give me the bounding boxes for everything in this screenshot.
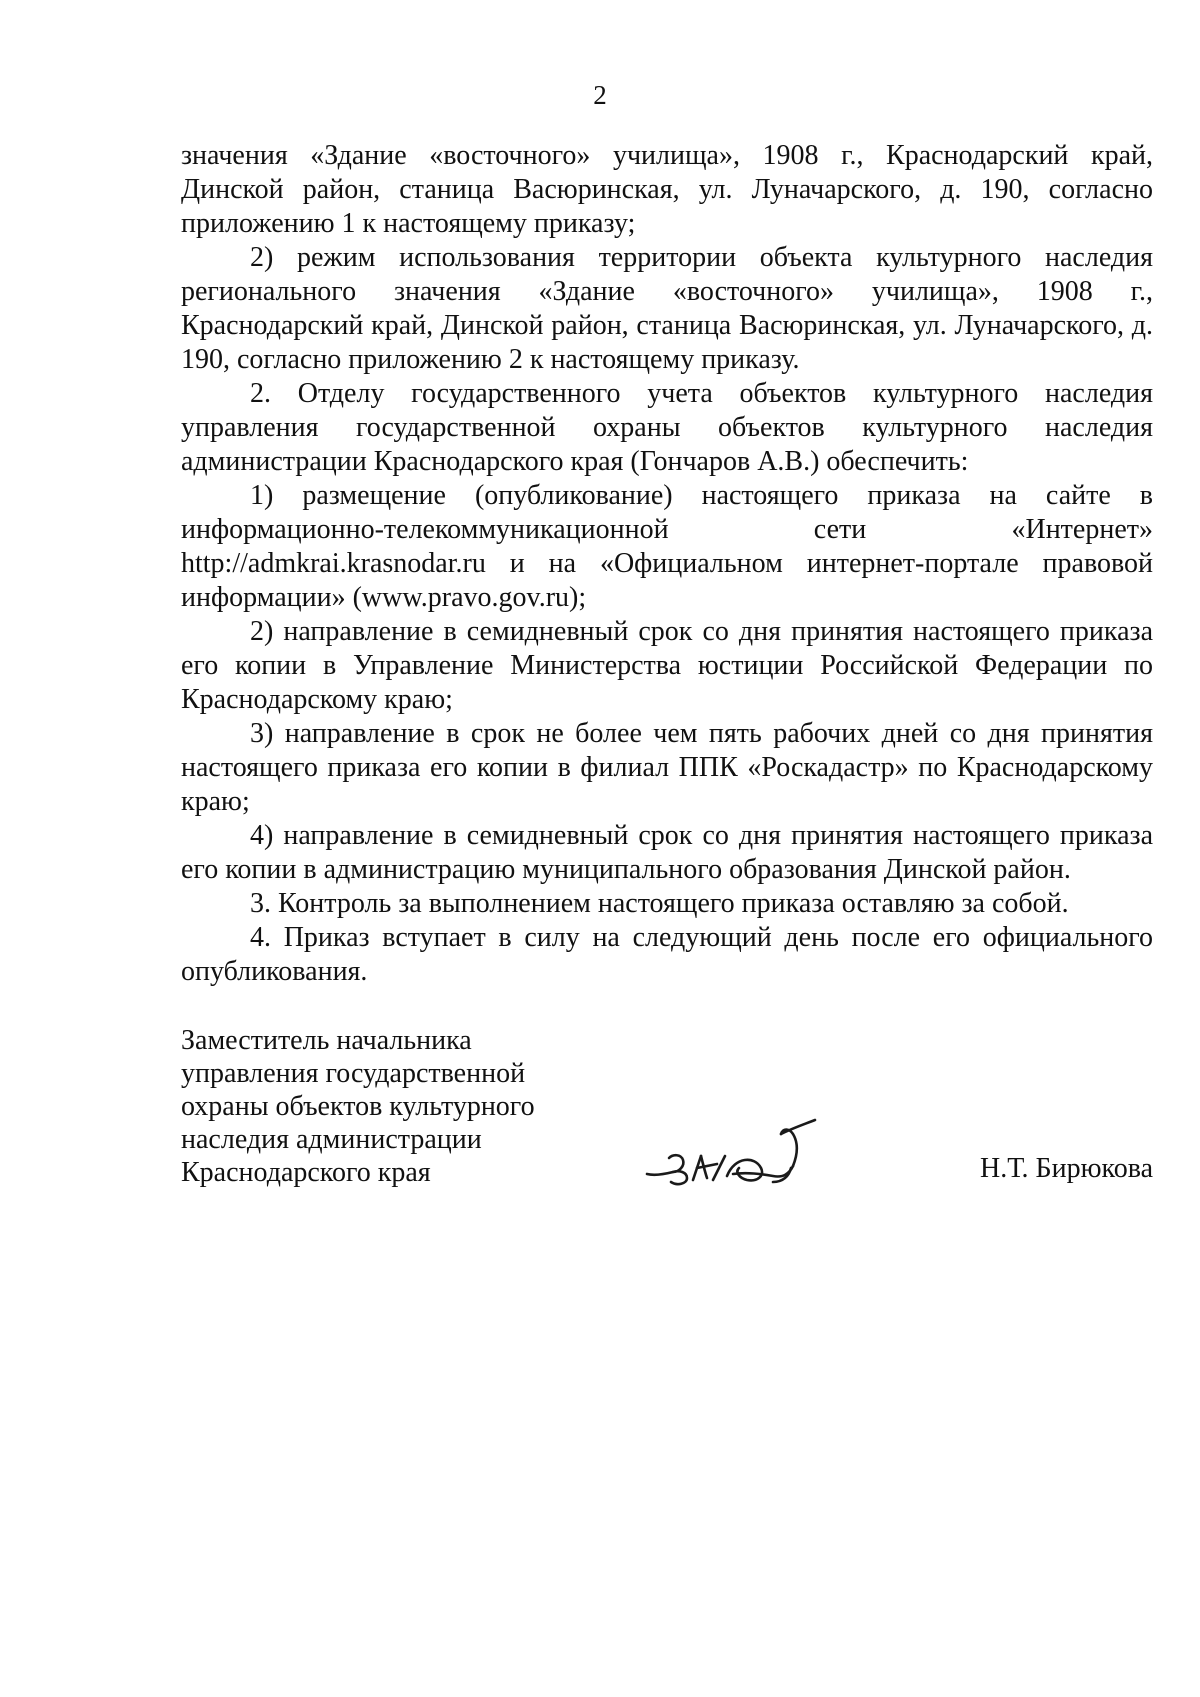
handwritten-signature xyxy=(643,1116,819,1188)
signer-name: Н.Т. Бирюкова xyxy=(980,1153,1153,1184)
signer-title-line: охраны объектов культурного xyxy=(181,1091,535,1122)
signature-block xyxy=(181,1024,1153,1204)
paragraph: 1) размещение (опубликование) настоящего приказа на сайте в информационно-телекоммуникационной сети «Интернет» http://admkrai.krasnodar.ru и на «Официальном интернет-портале правовой информации» (www.pravo.gov.ru); xyxy=(181,480,1153,613)
signer-title xyxy=(181,1024,601,1189)
signer-title-line: Заместитель начальника xyxy=(181,1025,472,1056)
page-number: 2 xyxy=(593,80,607,110)
signer-title-line: наследия администрации xyxy=(181,1124,482,1155)
signer-title-line: управления государственной xyxy=(181,1058,526,1089)
paragraph: значения «Здание «восточного» училища», 1908 г., Краснодарский край, Динской район, станица Васюринская, ул. Луначарского, д. 190, согласно приложению 1 к настоящему приказу; xyxy=(181,140,1153,239)
paragraph: 2) направление в семидневный срок со дня принятия настоящего приказа его копии в Управление Министерства юстиции Российской Федерации по Краснодарскому краю; xyxy=(181,616,1153,715)
paragraph: 4) направление в семидневный срок со дня принятия настоящего приказа его копии в администрацию муниципального образования Динской район. xyxy=(181,820,1153,885)
paragraph: 2) режим использования территории объекта культурного наследия регионального значения «Здание «восточного» училища», 1908 г., Краснодарский край, Динской район, станица Васюринская, ул. Луначарского, д. 190, согласно приложению 2 к настоящему приказу. xyxy=(181,242,1153,375)
paragraph: 2. Отделу государственного учета объектов культурного наследия управления государственной охраны объектов культурного наследия администрации Краснодарского края (Гончаров А.В.) обеспечить: xyxy=(181,378,1153,477)
paragraph: 3) направление в срок не более чем пять рабочих дней со дня принятия настоящего приказа его копии в филиал ППК «Роскадастр» по Краснодарскому краю; xyxy=(181,718,1153,817)
paragraph: 4. Приказ вступает в силу на следующий день после его официального опубликования. xyxy=(181,922,1153,987)
document-body xyxy=(181,139,1153,989)
paragraph: 3. Контроль за выполнением настоящего приказа оставляю за собой. xyxy=(250,888,1069,919)
signer-title-line: Краснодарского края xyxy=(181,1157,431,1188)
